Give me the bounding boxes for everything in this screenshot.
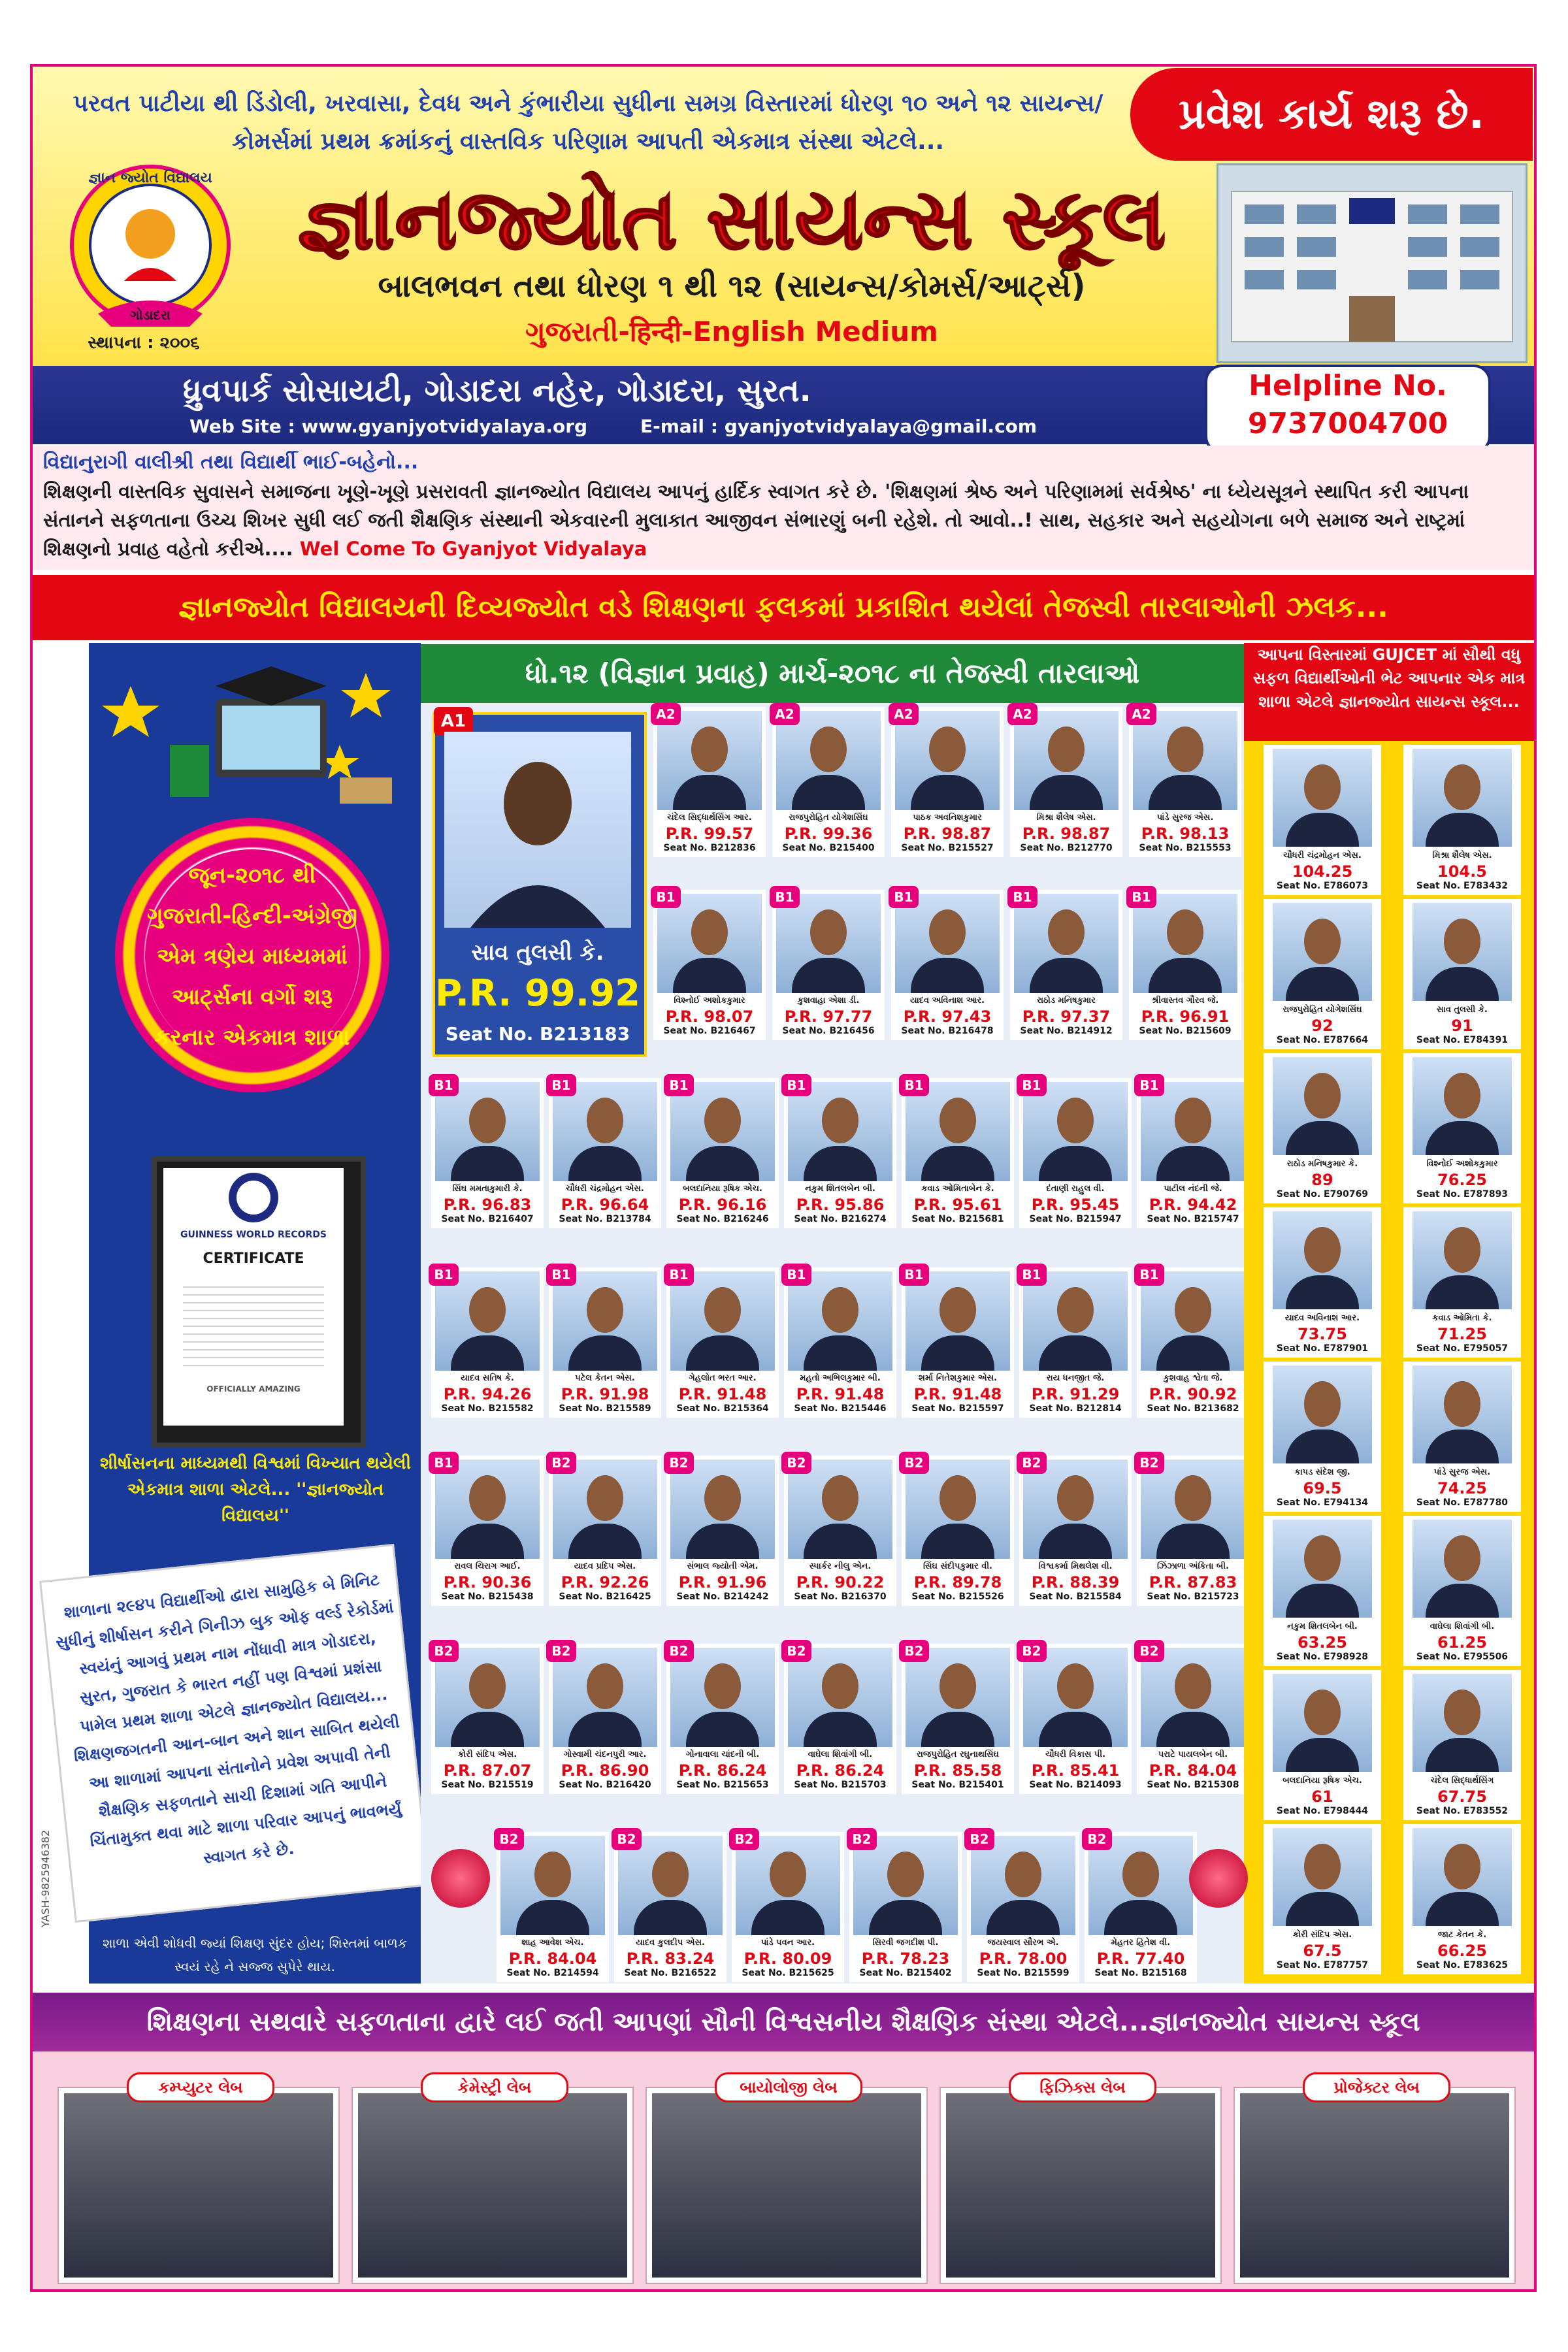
intro-heading: વિદ્યાનુરાગી વાલીશ્રી તથા વિદ્યાર્થી ભાઈ-બહેનો...	[43, 451, 419, 474]
student-name: સંભાલ જ્યોતી એમ.	[687, 1561, 759, 1571]
gujcet-seat: Seat No. E798444	[1276, 1806, 1369, 1816]
lab-label: બાયોલોજી લેબ	[715, 2072, 862, 2102]
student-name: ગોનાવાલા ચાંદની બી.	[685, 1750, 760, 1759]
student-seat: Seat No. B215438	[441, 1592, 534, 1602]
student-seat: Seat No. B212836	[663, 843, 756, 853]
gujcet-heading: આપના વિસ્તારમાં GUJCET માં સૌથી વધુ સફળ વિદ્યાર્થીઓની ભેટ આપનાર એક માત્ર શાળા એટલે જ્ઞાનજ્યોત સાયન્સ સ્કૂલ...	[1244, 643, 1534, 741]
student-pr: P.R. 90.36	[443, 1573, 532, 1592]
student-name: રાય ધનજીત જે.	[1046, 1373, 1105, 1383]
school-title: જ્ઞાનજ્યોત સાયન્સ સ્કૂલ	[297, 171, 1166, 269]
student-name: ગોસ્વામી ચંદનપુરી આર.	[563, 1750, 647, 1759]
grade-badge: B2	[546, 1640, 576, 1662]
student-pr: P.R. 83.24	[626, 1950, 715, 1968]
rose-icon	[1189, 1849, 1248, 1908]
student-pr: P.R. 96.83	[443, 1196, 532, 1214]
gujcet-name: કાપડ સંદેશ જી.	[1294, 1467, 1350, 1477]
gujcet-seat: Seat No. E798928	[1276, 1652, 1369, 1662]
gujcet-name: યાદવ અવિનાશ આર.	[1284, 1313, 1360, 1323]
grade-badge: B1	[1126, 886, 1156, 908]
student-seat: Seat No. B214912	[1020, 1026, 1113, 1036]
student-seat: Seat No. B215625	[742, 1968, 834, 1978]
grade-badge: B1	[1017, 1264, 1047, 1286]
student-seat: Seat No. B214594	[506, 1968, 599, 1978]
student-seat: Seat No. B212814	[1029, 1403, 1122, 1414]
student-name: પાઠક અવનિશકુમાર	[913, 813, 982, 823]
grade-badge: B1	[781, 1074, 811, 1096]
arts-classes-text: જૂન-૨૦૧૮ થી ગુજરાતી-હિન્દી-અંગ્રેજી એમ ત્રણેય માધ્યમમાં આર્ટ્સના વર્ગો શરૂ કરનાર એકમાત્ર શાળા	[145, 849, 359, 1064]
helpline-label: Helpline No.	[1249, 369, 1447, 402]
student-name: નકુમ શિતલબેન બી.	[805, 1184, 875, 1194]
logo-place: ગોડાદરા	[130, 307, 171, 323]
student-name: ચંદેલ સિદ્ધાર્થસિંગ આર.	[667, 813, 752, 823]
lab-label: પ્રોજેક્ટર લેબ	[1303, 2072, 1450, 2102]
results-heading: ધો.૧૨ (વિજ્ઞાન પ્રવાહ) માર્ચ-૨૦૧૮ ના તેજસ્વી તારલાઓ	[421, 644, 1244, 703]
gujcet-score: 104.25	[1292, 862, 1353, 881]
gujcet-seat: Seat No. E794134	[1276, 1497, 1369, 1508]
student-seat: Seat No. B216407	[441, 1214, 534, 1224]
student-name: શ્રીવાસ્તવ ગૌરવ જે.	[1151, 996, 1219, 1005]
gujcet-name: પાંડે સુરજ એસ.	[1433, 1467, 1491, 1477]
student-name: યાદવ અવિનાશ આર.	[909, 996, 985, 1005]
student-pr: P.R. 88.39	[1031, 1573, 1120, 1592]
gujcet-seat: Seat No. E795506	[1416, 1652, 1509, 1662]
student-pr: P.R. 96.16	[678, 1196, 767, 1214]
grade-badge: B2	[429, 1640, 459, 1662]
topper-pr: P.R. 99.92	[434, 972, 641, 1015]
topper-grade-badge: A1	[434, 707, 473, 736]
student-seat: Seat No. B215526	[911, 1592, 1004, 1602]
student-pr: P.R. 90.92	[1149, 1385, 1237, 1403]
student-seat: Seat No. B215609	[1139, 1026, 1232, 1036]
student-pr: P.R. 89.78	[913, 1573, 1002, 1592]
student-pr: P.R. 95.45	[1031, 1196, 1120, 1214]
student-pr: P.R. 97.77	[784, 1007, 873, 1026]
lab-label: કમ્પ્યુટર લેબ	[127, 2072, 274, 2102]
grade-badge: B2	[899, 1452, 929, 1474]
student-pr: P.R. 87.07	[443, 1761, 532, 1780]
gujcet-score: 63.25	[1298, 1633, 1347, 1652]
student-seat: Seat No. B216246	[676, 1214, 769, 1224]
student-pr: P.R. 96.91	[1141, 1007, 1230, 1026]
student-pr: P.R. 91.48	[678, 1385, 767, 1403]
gujcet-name: જાટ કેતન કે.	[1437, 1930, 1487, 1940]
student-seat: Seat No. B214242	[676, 1592, 769, 1602]
grade-badge: B2	[1134, 1452, 1164, 1474]
gujcet-seat: Seat No. E787664	[1276, 1035, 1369, 1045]
student-name: વિશ્નોઈ અશોકકુમાર	[674, 996, 745, 1005]
grade-badge: B2	[494, 1828, 524, 1850]
gujcet-score: 73.75	[1298, 1325, 1347, 1343]
student-seat: Seat No. B215527	[901, 843, 994, 853]
student-seat: Seat No. B215597	[911, 1403, 1004, 1414]
welcome-text: Wel Come To Gyanjyot Vidyalaya	[299, 538, 647, 560]
gujcet-score: 92	[1311, 1017, 1333, 1035]
student-name: કુશવાહ શ્વેતા જે.	[1163, 1373, 1223, 1383]
student-seat: Seat No. B212770	[1020, 843, 1113, 853]
school-subtitle: બાલભવન તથા ધોરણ ૧ થી ૧૨ (સાયન્સ/કોમર્સ/આર્ટ્સ)	[378, 268, 1086, 304]
student-pr: P.R. 90.22	[796, 1573, 885, 1592]
gujcet-score: 71.25	[1437, 1325, 1487, 1343]
gujcet-name: વાઘેલા શિવાંગી બી.	[1429, 1622, 1495, 1631]
student-pr: P.R. 98.87	[903, 825, 992, 843]
student-pr: P.R. 98.07	[665, 1007, 754, 1026]
grade-badge: B1	[781, 1264, 811, 1286]
grade-badge: B2	[1134, 1640, 1164, 1662]
student-name: યાદવ કુલદીપ એસ.	[636, 1938, 705, 1948]
gujcet-score: 66.25	[1437, 1942, 1487, 1960]
grade-badge: B1	[899, 1264, 929, 1286]
student-seat: Seat No. B215553	[1139, 843, 1232, 853]
student-name: પરાટે પાયલબેન બી.	[1158, 1750, 1228, 1759]
gujcet-seat: Seat No. E795057	[1416, 1343, 1509, 1354]
grade-badge: B1	[1007, 886, 1037, 908]
student-seat: Seat No. B216456	[782, 1026, 875, 1036]
grade-badge: A2	[651, 703, 681, 725]
gujcet-score: 74.25	[1437, 1479, 1487, 1497]
student-name: પટેલ કેતન એસ.	[575, 1373, 635, 1383]
student-seat: Seat No. B215446	[794, 1403, 887, 1414]
grade-badge: B1	[899, 1074, 929, 1096]
student-pr: P.R. 84.04	[508, 1950, 597, 1968]
student-name: મિશ્રા શૈલેષ એસ.	[1036, 813, 1096, 823]
certificate-title: CERTIFICATE	[203, 1250, 304, 1267]
student-pr: P.R. 87.83	[1149, 1573, 1237, 1592]
student-name: પાંડે પવન આર.	[760, 1938, 815, 1948]
student-name: રાઠોડ મનિષકુમાર	[1037, 996, 1096, 1005]
student-name: મેહતર હિતેશ વી.	[1111, 1938, 1171, 1948]
student-seat: Seat No. B215703	[794, 1780, 887, 1790]
lab-label: ફિઝિક્સ લેબ	[1009, 2072, 1156, 2102]
grade-badge: B2	[781, 1452, 811, 1474]
email-link[interactable]: E-mail : gyanjyotvidyalaya@gmail.com	[640, 416, 1037, 437]
topper-seat: Seat No. B213183	[445, 1023, 630, 1045]
student-name: સિંઘ મમતાકુમારી કે.	[452, 1184, 523, 1194]
gujcet-name: રાઠોડ મનિષકુમાર કે.	[1286, 1159, 1358, 1169]
student-seat: Seat No. B214093	[1029, 1780, 1122, 1790]
gujcet-seat: Seat No. E783552	[1416, 1806, 1509, 1816]
intro-body: શિક્ષણની વાસ્તવિક સુવાસને સમાજના ખૂણે-ખૂણે પ્રસરાવતી જ્ઞાનજ્યોત વિદ્યાલય આપનું હાર્દિક સ્વાગત કરે છે. 'શિક્ષણમાં શ્રેષ્ઠ અને પરિણામમાં સર્વશ્રેષ્ઠ' ના ધ્યેયસૂત્રને સ્થાપિત કરી આપના સંતાનને સફળતાના ઉચ્ચ શિખર સુધી લઈ જતી શૈક્ષણિક સંસ્થાની એકવારની મુલાકાત આજીવન સંભારણું બની રહેશે. તો આવો..! સાથ, સહકાર અને સહયોગના બળે સમાજ અને રાષ્ટ્રમાં શિક્ષણનો પ્રવાહ વહેતો કરીએ....	[43, 480, 1469, 560]
student-pr: P.R. 94.42	[1149, 1196, 1237, 1214]
gujcet-name: સાવ તુલસી કે.	[1437, 1005, 1488, 1015]
student-pr: P.R. 91.48	[913, 1385, 1002, 1403]
grade-badge: A2	[889, 703, 919, 725]
student-seat: Seat No. B215747	[1147, 1214, 1239, 1224]
grade-badge: B1	[546, 1264, 576, 1286]
student-name: દંતાણી રાહુલ વી.	[1046, 1184, 1105, 1194]
gujcet-seat: Seat No. E787780	[1416, 1497, 1509, 1508]
certificate-brand: GUINNESS WORLD RECORDS	[180, 1230, 327, 1240]
student-name: જયસ્વાલ સૌરભ એ.	[987, 1938, 1059, 1948]
grade-badge: B1	[1134, 1074, 1164, 1096]
grade-badge: B2	[1082, 1828, 1112, 1850]
student-name: શર્મા નિતેશકુમાર એસ.	[918, 1373, 998, 1383]
student-pr: P.R. 96.64	[561, 1196, 649, 1214]
logo-text: જ્ઞાન જ્યોત વિદ્યાલય	[88, 170, 212, 186]
student-name: મહતો અભિલકુમાર બી.	[800, 1373, 881, 1383]
certificate-footer: OFFICIALLY AMAZING	[206, 1384, 301, 1394]
grade-badge: A2	[770, 703, 800, 725]
student-pr: P.R. 94.26	[443, 1385, 532, 1403]
grade-badge: A2	[1126, 703, 1156, 725]
gujcet-name: નકુમ શિતલબેન બી.	[1287, 1622, 1358, 1631]
student-seat: Seat No. B216478	[901, 1026, 994, 1036]
student-name: પાંડે સુરજ એસ.	[1156, 813, 1214, 823]
student-seat: Seat No. B216370	[794, 1592, 887, 1602]
gujcet-name: બલદાનિયા રૂષિક એચ.	[1282, 1776, 1362, 1786]
student-pr: P.R. 80.09	[743, 1950, 832, 1968]
school-quote: શાળા એવી શોધવી જ્યાં શિક્ષણ સુંદર હોય; શિસ્તમાં બાળક સ્વયં રહે ને સજ્જ સુપેરે થાય.	[103, 1935, 407, 1974]
student-seat: Seat No. B213784	[559, 1214, 651, 1224]
student-seat: Seat No. B216274	[794, 1214, 887, 1224]
student-name: યાદવ સતિષ કે.	[461, 1373, 514, 1383]
grade-badge: B1	[889, 886, 919, 908]
student-seat: Seat No. B215519	[441, 1780, 534, 1790]
gujcet-seat: Seat No. E790769	[1276, 1189, 1369, 1200]
gujcet-score: 61	[1311, 1788, 1333, 1806]
gujcet-seat: Seat No. E787901	[1276, 1343, 1369, 1354]
student-name: સ્પાર્કર નીલુ એન.	[809, 1561, 872, 1571]
student-name: સિરવી જગદીશ પી.	[872, 1938, 939, 1948]
grade-badge: B1	[429, 1452, 459, 1474]
student-name: ઝિંઝાળા અંકિતા બી.	[1156, 1561, 1230, 1571]
grade-badge: B2	[964, 1828, 994, 1850]
student-pr: P.R. 92.26	[561, 1573, 649, 1592]
guinness-caption: શીર્ષાસનના માધ્યમથી વિશ્વમાં વિખ્યાત થયેલી એકમાત્ર શાળા એટલે... ''જ્ઞાનજ્યોત વિદ્યાલય''	[99, 1454, 412, 1526]
grade-badge: B2	[664, 1640, 694, 1662]
gujcet-score: 76.25	[1437, 1171, 1487, 1189]
student-seat: Seat No. B216467	[663, 1026, 756, 1036]
student-pr: P.R. 95.61	[913, 1196, 1002, 1214]
student-seat: Seat No. B215584	[1029, 1592, 1122, 1602]
grade-badge: B2	[899, 1640, 929, 1662]
student-pr: P.R. 85.58	[913, 1761, 1002, 1780]
grade-badge: B1	[651, 886, 681, 908]
grade-badge: B2	[1017, 1452, 1047, 1474]
lab-label: કેમેસ્ટ્રી લેબ	[421, 2072, 568, 2102]
student-seat: Seat No. B216522	[624, 1968, 717, 1978]
student-pr: P.R. 98.13	[1141, 825, 1230, 843]
grade-badge: A2	[1007, 703, 1037, 725]
student-name: ચૌધરી ચંદ્રમોહન એસ.	[566, 1184, 644, 1194]
student-pr: P.R. 86.24	[678, 1761, 767, 1780]
student-pr: P.R. 78.00	[979, 1950, 1068, 1968]
grade-badge: B1	[429, 1264, 459, 1286]
established-year: સ્થાપના : ૨૦૦૬	[88, 333, 200, 353]
grade-badge: B2	[781, 1640, 811, 1662]
gujcet-score: 61.25	[1437, 1633, 1487, 1652]
bottom-band: શિક્ષણના સથવારે સફળતાના દ્વારે લઈ જતી આપણાં સૌની વિશ્વસનીય શૈક્ષણિક સંસ્થા એટલે...જ્ઞાનજ્યોત સાયન્સ સ્કૂલ	[33, 1993, 1534, 2051]
student-seat: Seat No. B215599	[977, 1968, 1070, 1978]
student-pr: P.R. 99.57	[665, 825, 754, 843]
student-seat: Seat No. B216425	[559, 1592, 651, 1602]
student-name: શાહ આવેશ એચ.	[521, 1938, 584, 1948]
student-seat: Seat No. B213682	[1147, 1403, 1239, 1414]
gujcet-seat: Seat No. E784391	[1416, 1035, 1509, 1045]
student-pr: P.R. 91.48	[796, 1385, 885, 1403]
student-pr: P.R. 97.37	[1022, 1007, 1111, 1026]
website-link[interactable]: Web Site : www.gyanjyotvidyalaya.org	[189, 416, 588, 437]
student-pr: P.R. 91.29	[1031, 1385, 1120, 1403]
student-pr: P.R. 91.96	[678, 1573, 767, 1592]
rose-icon	[431, 1849, 490, 1908]
student-seat: Seat No. B215401	[911, 1780, 1004, 1790]
student-name: રાવલ ચિરાગ આઈ.	[454, 1561, 521, 1571]
gujcet-name: રાજપુરોહિત યોગેશસિંઘ	[1282, 1005, 1362, 1015]
gujcet-name: ચૌધરી ચંદ્રમોહન એસ.	[1283, 851, 1362, 860]
grade-badge: B2	[847, 1828, 877, 1850]
gujcet-seat: Seat No. E787757	[1276, 1960, 1369, 1970]
admission-open-banner: પ્રવેશ કાર્ય શરૂ છે.	[1130, 68, 1533, 161]
gujcet-score: 67.5	[1303, 1942, 1342, 1960]
gujcet-seat: Seat No. E783432	[1416, 881, 1509, 891]
student-name: વિશ્વકર્મા મિથલેશ વી.	[1038, 1561, 1113, 1571]
student-pr: P.R. 98.87	[1022, 825, 1111, 843]
helpline-number: 9737004700	[1247, 407, 1448, 440]
student-name: પાટીલ નંદની જે.	[1164, 1184, 1222, 1194]
student-pr: P.R. 85.41	[1031, 1761, 1120, 1780]
student-name: કવાડ ઓમિતાબેન કે.	[921, 1184, 994, 1194]
student-pr: P.R. 78.23	[861, 1950, 950, 1968]
grade-badge: B1	[770, 886, 800, 908]
student-pr: P.R. 77.40	[1096, 1950, 1185, 1968]
student-seat: Seat No. B215364	[676, 1403, 769, 1414]
topper-name: સાવ તુલસી કે.	[471, 939, 604, 966]
student-seat: Seat No. B215723	[1147, 1592, 1239, 1602]
student-name: યાદવ પ્રદિપ એસ.	[574, 1561, 636, 1571]
student-seat: Seat No. B215308	[1147, 1780, 1239, 1790]
student-name: રાજપુરોહિત રઘુનાથસિંઘ	[917, 1750, 999, 1759]
student-seat: Seat No. B215589	[559, 1403, 651, 1414]
gujcet-name: કવાડ ઓમિતા કે.	[1432, 1313, 1492, 1323]
student-name: રાજપુરોહિત યોગેશસિંઘ	[789, 813, 868, 823]
student-pr: P.R. 97.43	[903, 1007, 992, 1026]
gujcet-name: વિશ્નોઈ અશોકકુમાર	[1426, 1159, 1498, 1169]
gujcet-seat: Seat No. E786073	[1276, 881, 1369, 891]
student-pr: P.R. 86.90	[561, 1761, 649, 1780]
grade-badge: B1	[1017, 1074, 1047, 1096]
student-seat: Seat No. B215400	[782, 843, 875, 853]
student-seat: Seat No. B216420	[559, 1780, 651, 1790]
grade-badge: B1	[1134, 1264, 1164, 1286]
student-pr: P.R. 99.36	[784, 825, 873, 843]
stars-band: જ્ઞાનજ્યોત વિદ્યાલયની દિવ્યજ્યોત વડે શિક્ષણના ફલકમાં પ્રકાશિત થયેલાં તેજસ્વી તારલાઓની ઝલક...	[33, 575, 1534, 640]
student-pr: P.R. 84.04	[1149, 1761, 1237, 1780]
school-medium: ગુજરાતી-हिन्दी-English Medium	[525, 316, 938, 348]
gujcet-score: 91	[1451, 1017, 1473, 1035]
student-name: કોરી સંદિપ એસ.	[457, 1750, 517, 1759]
guinness-note-text: શાળાના ૨૯૪૫ વિદ્યાર્થીઓ દ્વારા સામુહિક બે મિનિટ સુધીનું શીર્ષાસન કરીને ગિનીઝ બુક ઓફ વર્લ્ડ રેકોર્ડમાં સ્વયંનું આગવું પ્રથમ નામ નોંધાવી માત્ર ગોડાદરા, સુરત, ગુજરાત કે ભારત નહીં પણ વિશ્વમાં પ્રશંસા પામેલ પ્રથમ શાળા એટલે જ્ઞાનજ્યોત વિદ્યાલય... શિક્ષણજગતની આન-બાન અને શાન સાબિત થયેલી આ શાળામાં આપના સંતાનોને પ્રવેશ અપાવી તેની શૈક્ષણિક સફળતાને સાચી દિશામાં ગતિ આપીને ચિંતામુક્ત થવા માટે શાળા પરિવાર આપનું ભાવભર્યું સ્વાગત કરે છે.	[55, 1570, 402, 1868]
grade-badge: B2	[1017, 1640, 1047, 1662]
school-address: ધ્રુવપાર્ક સોસાયટી, ગોડાદરા નહેર, ગોડાદરા, સુરત.	[183, 372, 811, 409]
grade-badge: B2	[664, 1452, 694, 1474]
designer-code: YASH-9825946382	[39, 1829, 52, 1927]
student-name: સિંઘ સંદીપકુમાર વી.	[923, 1561, 992, 1571]
grade-badge: B2	[612, 1828, 642, 1850]
student-name: વાઘેલા શિવાંગી બી.	[808, 1750, 873, 1759]
grade-badge: B1	[664, 1264, 694, 1286]
student-pr: P.R. 95.86	[796, 1196, 885, 1214]
gujcet-name: ચંદેલ સિદ્ધાર્થસિંગ	[1430, 1776, 1494, 1786]
student-seat: Seat No. B215402	[859, 1968, 952, 1978]
gujcet-seat: Seat No. E787893	[1416, 1189, 1509, 1200]
student-seat: Seat No. B215582	[441, 1403, 534, 1414]
gujcet-score: 89	[1311, 1171, 1333, 1189]
student-pr: P.R. 86.24	[796, 1761, 885, 1780]
gujcet-score: 67.75	[1437, 1788, 1487, 1806]
student-seat: Seat No. B215947	[1029, 1214, 1122, 1224]
student-seat: Seat No. B215653	[676, 1780, 769, 1790]
grade-badge: B2	[546, 1452, 576, 1474]
student-seat: Seat No. B215168	[1094, 1968, 1187, 1978]
student-pr: P.R. 91.98	[561, 1385, 649, 1403]
gujcet-seat: Seat No. E783625	[1416, 1960, 1509, 1970]
gujcet-score: 104.5	[1437, 862, 1487, 881]
student-name: કુશવાહા એશા ડી.	[797, 996, 860, 1005]
poster-border	[30, 64, 1537, 2292]
gujcet-name: કોરી સંદિપ એસ.	[1292, 1930, 1352, 1940]
header-topline: પરવત પાટીયા થી ડિંડોલી, ખરવાસા, દેવધ અને કુંભારીયા સુધીના સમગ્ર વિસ્તારમાં ધોરણ ૧૦ અને ૧૨ સાયન્સ/કોમર્સમાં પ્રથમ ક્રમાંકનું વાસ્તવિક પરિણામ આપતી એકમાત્ર સંસ્થા એટલે...	[73, 90, 1103, 155]
grade-badge: B1	[664, 1074, 694, 1096]
gujcet-name: મિશ્રા શૈલેષ એસ.	[1432, 851, 1492, 860]
gujcet-score: 69.5	[1303, 1479, 1342, 1497]
grade-badge: B1	[546, 1074, 576, 1096]
student-seat: Seat No. B215681	[911, 1214, 1004, 1224]
grade-badge: B1	[429, 1074, 459, 1096]
student-name: બલદાનિયા રૂષિક એચ.	[683, 1184, 762, 1194]
student-name: ચૌધરી વિકાસ પી.	[1045, 1750, 1106, 1759]
student-name: ગેહલોત ભરત આર.	[689, 1373, 757, 1383]
grade-badge: B2	[729, 1828, 759, 1850]
